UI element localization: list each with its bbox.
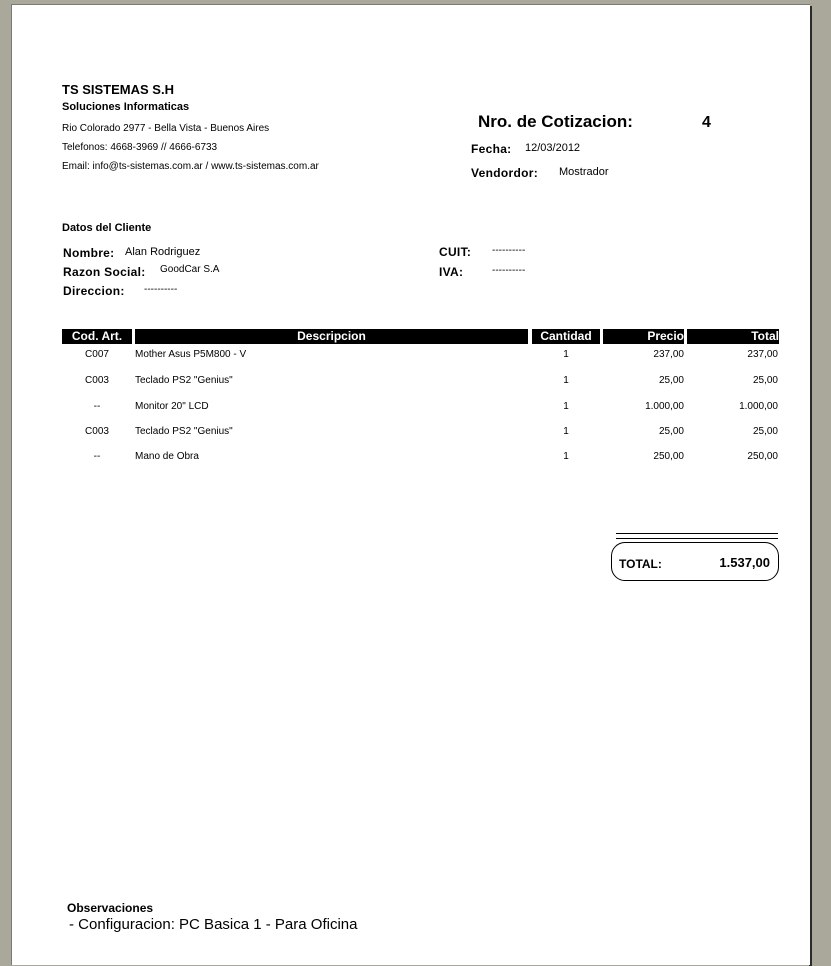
total-value: 1.537,00 <box>719 555 770 570</box>
date-value: 12/03/2012 <box>525 142 581 154</box>
row-quantity: 1 <box>563 451 569 462</box>
row-total: 250,00 <box>747 451 778 462</box>
client-cuit-label: CUIT: <box>439 245 472 259</box>
client-name-value: Alan Rodriguez <box>125 246 201 258</box>
row-quantity: 1 <box>563 349 569 360</box>
header-total: Total <box>687 329 779 344</box>
client-name-label: Nombre: <box>63 246 115 260</box>
row-total: 237,00 <box>747 349 778 360</box>
row-price: 1.000,00 <box>645 401 684 412</box>
row-total: 25,00 <box>752 426 778 437</box>
row-description: Teclado PS2 "Genius" <box>135 426 233 437</box>
row-total: 25,00 <box>752 375 778 386</box>
client-company-label: Razon Social: <box>63 265 146 279</box>
row-description: Monitor 20" LCD <box>135 401 209 412</box>
client-heading: Datos del Cliente <box>62 222 152 234</box>
company-tagline: Soluciones Informaticas <box>62 101 190 113</box>
row-description: Mother Asus P5M800 - V <box>135 349 247 360</box>
company-phones: Telefonos: 4668-3969 // 4666-6733 <box>62 142 218 153</box>
company-address: Rio Colorado 2977 - Bella Vista - Buenos Aires <box>62 123 270 134</box>
header-quantity: Cantidad <box>532 329 600 344</box>
row-quantity: 1 <box>563 401 569 412</box>
observations-title: Observaciones <box>67 901 154 915</box>
header-price: Precio <box>603 329 684 344</box>
header-code: Cod. Art. <box>62 329 132 344</box>
row-description: Mano de Obra <box>135 451 199 462</box>
row-price: 25,00 <box>658 375 684 386</box>
client-company-value: GoodCar S.A <box>160 264 220 275</box>
quote-document <box>11 4 810 965</box>
total-divider <box>616 533 778 539</box>
client-address-label: Direccion: <box>63 284 125 298</box>
row-code: C003 <box>85 426 109 437</box>
seller-label: Vendordor: <box>471 166 539 180</box>
row-total: 1.000,00 <box>739 401 778 412</box>
seller-value: Mostrador <box>559 166 609 178</box>
row-quantity: 1 <box>563 426 569 437</box>
header-description: Descripcion <box>135 329 528 344</box>
row-quantity: 1 <box>563 375 569 386</box>
client-iva-value: ---------- <box>492 265 526 276</box>
quote-number: 4 <box>702 114 711 131</box>
date-label: Fecha: <box>471 142 512 156</box>
row-price: 25,00 <box>658 426 684 437</box>
row-price: 237,00 <box>653 349 684 360</box>
total-label: TOTAL: <box>619 557 662 571</box>
total-box <box>611 542 779 581</box>
company-name: TS SISTEMAS S.H <box>62 82 174 97</box>
client-cuit-value: ---------- <box>492 245 526 256</box>
quote-title: Nro. de Cotizacion: <box>478 112 633 131</box>
client-address-value: ---------- <box>144 284 178 295</box>
row-code: -- <box>93 451 101 462</box>
company-email: Email: info@ts-sistemas.com.ar / www.ts-sistemas.com.ar <box>62 161 319 172</box>
row-code: C007 <box>85 349 109 360</box>
row-price: 250,00 <box>653 451 684 462</box>
client-iva-label: IVA: <box>439 265 464 279</box>
row-description: Teclado PS2 "Genius" <box>135 375 233 386</box>
row-code: -- <box>93 401 101 412</box>
observations-text: - Configuracion: PC Basica 1 - Para Oficina <box>69 916 358 933</box>
row-code: C003 <box>85 375 109 386</box>
